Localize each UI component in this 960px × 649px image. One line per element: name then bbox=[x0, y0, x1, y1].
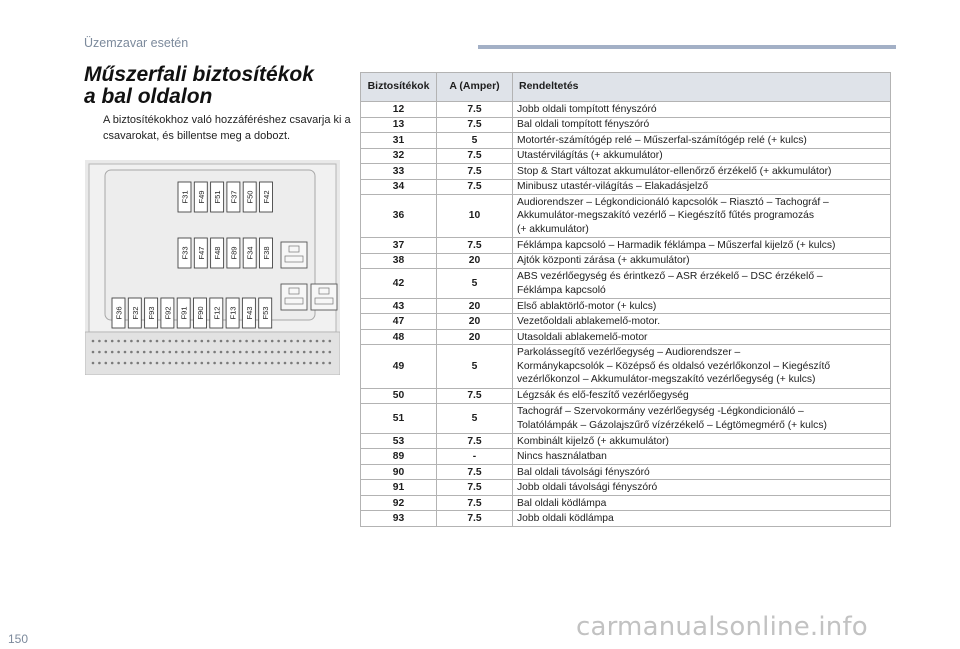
connector-pin bbox=[92, 340, 95, 343]
connector-pin bbox=[162, 340, 165, 343]
ampere-cell: 10 bbox=[437, 195, 513, 238]
connector-pin bbox=[130, 362, 133, 365]
fuse-number-cell: 34 bbox=[361, 179, 437, 195]
fuse-slot bbox=[260, 238, 273, 268]
table-row bbox=[361, 314, 891, 330]
fuse-number-cell: 50 bbox=[361, 388, 437, 404]
ampere-cell: 5 bbox=[437, 269, 513, 299]
purpose-line: Parkolássegítő vezérlőegység – Audiorendszer – bbox=[517, 347, 741, 359]
connector-pin bbox=[92, 351, 95, 354]
ampere-cell: 7.5 bbox=[437, 464, 513, 480]
purpose-cell bbox=[513, 329, 891, 345]
purpose-line: Nincs használatban bbox=[517, 451, 607, 463]
connector-pin bbox=[117, 340, 120, 343]
fuse-slot bbox=[242, 298, 255, 328]
fuse-number-cell: 38 bbox=[361, 253, 437, 269]
fuse-number-cell: 93 bbox=[361, 511, 437, 527]
purpose-cell bbox=[513, 102, 891, 118]
purpose-line: Jobb oldali ködlámpa bbox=[517, 513, 614, 525]
connector-pin bbox=[252, 351, 255, 354]
connector-pin bbox=[265, 351, 268, 354]
connector-pin bbox=[303, 362, 306, 365]
table-row bbox=[361, 269, 891, 299]
ampere-cell: 5 bbox=[437, 133, 513, 149]
fusebox-diagram bbox=[85, 160, 340, 375]
connector-pin bbox=[175, 351, 178, 354]
purpose-cell bbox=[513, 388, 891, 404]
connector-pin bbox=[220, 362, 223, 365]
purpose-line: Jobb oldali tompított fényszóró bbox=[517, 103, 657, 115]
purpose-cell bbox=[513, 179, 891, 195]
purpose-line: Jobb oldali távolsági fényszóró bbox=[517, 482, 658, 494]
connector-pin bbox=[98, 351, 101, 354]
fuse-number-cell: 12 bbox=[361, 102, 437, 118]
connector-pin bbox=[322, 340, 325, 343]
connector-pin bbox=[322, 351, 325, 354]
purpose-line: Utasoldali ablakemelő-motor bbox=[517, 331, 648, 343]
table-row bbox=[361, 433, 891, 449]
connector-pin bbox=[290, 362, 293, 365]
purpose-cell bbox=[513, 253, 891, 269]
fuse-label: F36 bbox=[114, 306, 124, 320]
fuse-number-cell: 31 bbox=[361, 133, 437, 149]
ampere-cell: 7.5 bbox=[437, 511, 513, 527]
connector-pin bbox=[245, 340, 248, 343]
instruction-text: A biztosítékokhoz való hozzáféréshez csavarja ki a csavarokat, és billentse meg a dobozt. bbox=[103, 114, 351, 142]
connector-pin bbox=[271, 340, 274, 343]
fuse-number-cell: 51 bbox=[361, 404, 437, 434]
connector-pin bbox=[162, 351, 165, 354]
connector-pin bbox=[258, 351, 261, 354]
purpose-line: Légzsák és elő-feszítő vezérlőegység bbox=[517, 390, 689, 402]
fuse-slot bbox=[243, 182, 256, 212]
connector-pin bbox=[181, 362, 184, 365]
connector-pin bbox=[169, 362, 172, 365]
fuse-slot bbox=[260, 182, 273, 212]
connector-pin bbox=[149, 362, 152, 365]
fuse-slot bbox=[161, 298, 174, 328]
connector-pin bbox=[169, 340, 172, 343]
column-header-ampere: A (Amper) bbox=[437, 73, 513, 102]
ampere-cell: 20 bbox=[437, 314, 513, 330]
connector-pin bbox=[98, 340, 101, 343]
connector-pin bbox=[316, 351, 319, 354]
ampere-cell: 7.5 bbox=[437, 480, 513, 496]
connector-pin bbox=[201, 340, 204, 343]
connector-pin bbox=[309, 351, 312, 354]
connector-pin bbox=[213, 340, 216, 343]
purpose-line: Bal oldali távolsági fényszóró bbox=[517, 466, 650, 478]
purpose-cell bbox=[513, 433, 891, 449]
purpose-line: Ajtók központi zárása (+ akkumulátor) bbox=[517, 255, 690, 267]
fuse-number-cell: 53 bbox=[361, 433, 437, 449]
connector-pin bbox=[181, 351, 184, 354]
purpose-cell bbox=[513, 148, 891, 164]
connector-pin bbox=[117, 362, 120, 365]
fuse-slot bbox=[112, 298, 125, 328]
table-row bbox=[361, 404, 891, 434]
fuse-label: F13 bbox=[228, 306, 238, 320]
purpose-line: Kormánykapcsolók – Középső és oldalsó vezérlőkonzol – Kiegészítő bbox=[517, 360, 831, 372]
fuse-label: F92 bbox=[163, 306, 173, 320]
table-row bbox=[361, 345, 891, 388]
fuse-slot bbox=[211, 182, 224, 212]
table-row bbox=[361, 480, 891, 496]
fuse-label: F32 bbox=[130, 306, 140, 320]
connector-pin bbox=[226, 340, 229, 343]
purpose-cell bbox=[513, 117, 891, 133]
page-header-title: Üzemzavar esetén bbox=[84, 36, 189, 50]
fuse-label: F89 bbox=[229, 246, 239, 260]
connector-pin bbox=[149, 351, 152, 354]
connector-pin bbox=[137, 340, 140, 343]
fuse-table-header-row bbox=[361, 73, 891, 102]
ampere-cell: 7.5 bbox=[437, 179, 513, 195]
purpose-line: Tolatólámpák – Gázolajszűrő vízérzékelő – Légtömegmérő (+ kulcs) bbox=[517, 419, 827, 431]
fuse-number-cell: 36 bbox=[361, 195, 437, 238]
connector-pin bbox=[316, 340, 319, 343]
connector-pin bbox=[207, 340, 210, 343]
connector-pin bbox=[265, 362, 268, 365]
connector-pin bbox=[277, 351, 280, 354]
purpose-cell bbox=[513, 314, 891, 330]
fuse-number-cell: 13 bbox=[361, 117, 437, 133]
connector-pin bbox=[239, 340, 242, 343]
connector-pin bbox=[329, 362, 332, 365]
fuse-slot bbox=[210, 298, 223, 328]
fuse-label: F51 bbox=[213, 190, 223, 204]
table-row bbox=[361, 133, 891, 149]
watermark-text: carmanualsonline.info bbox=[576, 612, 868, 642]
connector-pin bbox=[124, 362, 127, 365]
fuse-number-cell: 89 bbox=[361, 449, 437, 465]
connector-pin bbox=[252, 340, 255, 343]
connector-pin bbox=[137, 351, 140, 354]
connector-pin bbox=[252, 362, 255, 365]
fuse-slot bbox=[194, 298, 207, 328]
ampere-cell: 20 bbox=[437, 329, 513, 345]
connector-pin bbox=[258, 362, 261, 365]
fuse-label: F42 bbox=[262, 190, 271, 204]
connector-pin bbox=[316, 362, 319, 365]
purpose-line: Bal oldali tompított fényszóró bbox=[517, 119, 650, 131]
fuse-label: F49 bbox=[196, 190, 206, 204]
connector-pin bbox=[322, 362, 325, 365]
purpose-cell bbox=[513, 404, 891, 434]
fuse-slot bbox=[178, 182, 191, 212]
connector-pin bbox=[143, 340, 146, 343]
connector-pin bbox=[124, 351, 127, 354]
connector-pin bbox=[175, 340, 178, 343]
ampere-cell: 7.5 bbox=[437, 148, 513, 164]
connector-pin bbox=[130, 351, 133, 354]
fuse-label: F31 bbox=[180, 190, 190, 204]
column-header-fuses: Biztosítékok bbox=[361, 73, 437, 102]
purpose-cell bbox=[513, 133, 891, 149]
fuse-number-cell: 42 bbox=[361, 269, 437, 299]
fuse-label: F50 bbox=[245, 190, 255, 204]
purpose-line: Utastérvilágítás (+ akkumulátor) bbox=[517, 150, 663, 162]
connector-pin bbox=[284, 340, 287, 343]
connector-pin bbox=[181, 340, 184, 343]
connector-pin bbox=[284, 362, 287, 365]
connector-pin bbox=[105, 340, 108, 343]
ampere-cell: 7.5 bbox=[437, 388, 513, 404]
connector-pin bbox=[149, 340, 152, 343]
fuse-slot bbox=[128, 298, 141, 328]
purpose-line: Stop & Start változat akkumulátor-ellenőrző érzékelő (+ akkumulátor) bbox=[517, 165, 832, 177]
connector-pin bbox=[111, 362, 114, 365]
relay-socket bbox=[311, 284, 337, 310]
fuse-number-cell: 91 bbox=[361, 480, 437, 496]
connector-pin bbox=[303, 351, 306, 354]
connector-pin bbox=[105, 351, 108, 354]
connector-pin bbox=[290, 340, 293, 343]
table-row bbox=[361, 164, 891, 180]
section-title-line1: Műszerfali biztosítékok bbox=[84, 63, 314, 86]
connector-pin bbox=[271, 362, 274, 365]
fuse-slot bbox=[259, 298, 272, 328]
connector-pin bbox=[130, 340, 133, 343]
fuse-number-cell: 37 bbox=[361, 238, 437, 254]
fuse-label: F12 bbox=[212, 306, 222, 320]
connector-pin bbox=[194, 340, 197, 343]
connector-pin bbox=[233, 351, 236, 354]
connector-pin bbox=[297, 340, 300, 343]
connector-pin bbox=[162, 362, 165, 365]
connector-pin bbox=[98, 362, 101, 365]
table-row bbox=[361, 298, 891, 314]
ampere-cell: 7.5 bbox=[437, 495, 513, 511]
connector-pin bbox=[239, 362, 242, 365]
table-row bbox=[361, 253, 891, 269]
connector-pin bbox=[309, 340, 312, 343]
ampere-cell: 20 bbox=[437, 253, 513, 269]
fuse-slot bbox=[194, 182, 207, 212]
fuse-label: F34 bbox=[245, 246, 255, 260]
connector-pin bbox=[213, 351, 216, 354]
fuse-slot bbox=[243, 238, 256, 268]
connector-pin bbox=[143, 351, 146, 354]
fuse-label: F48 bbox=[213, 246, 223, 260]
connector-pin bbox=[169, 351, 172, 354]
purpose-cell bbox=[513, 164, 891, 180]
fuse-slot bbox=[227, 238, 240, 268]
connector-pin bbox=[220, 351, 223, 354]
connector-pin bbox=[207, 351, 210, 354]
ampere-cell: 7.5 bbox=[437, 164, 513, 180]
section-title-line2: a bal oldalon bbox=[84, 85, 213, 108]
fuse-slot bbox=[194, 238, 207, 268]
table-row bbox=[361, 388, 891, 404]
fuse-number-cell: 92 bbox=[361, 495, 437, 511]
purpose-line: Audiorendszer – Légkondicionáló kapcsolók – Riasztó – Tachográf – bbox=[517, 196, 829, 208]
fuse-slot bbox=[226, 298, 239, 328]
purpose-cell bbox=[513, 238, 891, 254]
connector-pin bbox=[297, 362, 300, 365]
connector-pin bbox=[156, 362, 159, 365]
purpose-line: Minibusz utastér-világítás – Elakadásjelző bbox=[517, 181, 709, 193]
connector-pin bbox=[188, 351, 191, 354]
fuse-number-cell: 49 bbox=[361, 345, 437, 388]
purpose-cell bbox=[513, 495, 891, 511]
connector-pin bbox=[124, 340, 127, 343]
table-row bbox=[361, 511, 891, 527]
connector-pin bbox=[194, 362, 197, 365]
page-number: 150 bbox=[8, 632, 29, 646]
purpose-line: Kombinált kijelző (+ akkumulátor) bbox=[517, 435, 669, 447]
fuse-slot bbox=[178, 238, 191, 268]
fuse-label: F53 bbox=[261, 306, 271, 320]
ampere-cell: 7.5 bbox=[437, 433, 513, 449]
connector-pin bbox=[156, 351, 159, 354]
connector-pin bbox=[105, 362, 108, 365]
connector-pin bbox=[284, 351, 287, 354]
table-row bbox=[361, 195, 891, 238]
purpose-cell bbox=[513, 345, 891, 388]
purpose-line: Tachográf – Szervokormány vezérlőegység -Légkondicionáló – bbox=[517, 406, 804, 418]
connector-pin bbox=[201, 362, 204, 365]
purpose-cell bbox=[513, 195, 891, 238]
connector-pin bbox=[239, 351, 242, 354]
connector-pin bbox=[277, 362, 280, 365]
connector-pin bbox=[226, 362, 229, 365]
table-row bbox=[361, 238, 891, 254]
fuse-slot bbox=[177, 298, 190, 328]
fuse-label: F37 bbox=[229, 190, 239, 204]
fuse-label: F93 bbox=[147, 306, 157, 320]
fuse-label: F90 bbox=[196, 306, 205, 320]
ampere-cell: 20 bbox=[437, 298, 513, 314]
purpose-cell bbox=[513, 511, 891, 527]
table-row bbox=[361, 117, 891, 133]
connector-pin bbox=[220, 340, 223, 343]
connector-pin bbox=[271, 351, 274, 354]
fuse-number-cell: 90 bbox=[361, 464, 437, 480]
connector-pin bbox=[175, 362, 178, 365]
table-row bbox=[361, 179, 891, 195]
fuse-number-cell: 33 bbox=[361, 164, 437, 180]
connector-pin bbox=[207, 362, 210, 365]
purpose-cell bbox=[513, 298, 891, 314]
connector-pin bbox=[233, 340, 236, 343]
fuse-number-cell: 32 bbox=[361, 148, 437, 164]
relay-socket bbox=[281, 284, 307, 310]
connector-pin bbox=[143, 362, 146, 365]
header-divider-bar bbox=[478, 45, 896, 49]
connector-pin bbox=[137, 362, 140, 365]
purpose-line: vezérlőkonzol – Akkumulátor-megszakító vezérlőegység (+ kulcs) bbox=[517, 374, 816, 386]
fuse-label: F38 bbox=[262, 246, 271, 260]
purpose-cell bbox=[513, 449, 891, 465]
column-header-purpose: Rendeltetés bbox=[513, 73, 891, 102]
connector-pin bbox=[329, 340, 332, 343]
purpose-line: Vezetőoldali ablakemelő-motor. bbox=[517, 316, 661, 328]
connector-pin bbox=[233, 362, 236, 365]
connector-pin bbox=[297, 351, 300, 354]
connector-pin bbox=[117, 351, 120, 354]
relay-socket bbox=[281, 242, 307, 268]
table-row bbox=[361, 102, 891, 118]
connector-pin bbox=[92, 362, 95, 365]
connector-pin bbox=[194, 351, 197, 354]
purpose-line: Féklámpa kapcsoló bbox=[517, 284, 606, 296]
ampere-cell: - bbox=[437, 449, 513, 465]
ampere-cell: 5 bbox=[437, 404, 513, 434]
fuse-number-cell: 47 bbox=[361, 314, 437, 330]
connector-pin bbox=[277, 340, 280, 343]
fuse-label: F33 bbox=[180, 246, 190, 260]
fuse-label: F43 bbox=[244, 306, 254, 320]
fuse-label: F47 bbox=[196, 246, 206, 260]
purpose-line: ABS vezérlőegység és érintkező – ASR érzékelő – DSC érzékelő – bbox=[517, 271, 823, 283]
fuse-slot bbox=[211, 238, 224, 268]
connector-pin bbox=[111, 351, 114, 354]
fuse-number-cell: 48 bbox=[361, 329, 437, 345]
fuse-table bbox=[360, 72, 891, 527]
purpose-line: Féklámpa kapcsoló – Harmadik féklámpa – Műszerfal kijelző (+ kulcs) bbox=[517, 239, 836, 251]
purpose-cell bbox=[513, 269, 891, 299]
fuse-slot bbox=[227, 182, 240, 212]
connector-pin bbox=[226, 351, 229, 354]
connector-pin bbox=[245, 362, 248, 365]
purpose-cell bbox=[513, 464, 891, 480]
fuse-table-body bbox=[361, 102, 891, 527]
connector-pin bbox=[309, 362, 312, 365]
connector-pin bbox=[188, 362, 191, 365]
ampere-cell: 5 bbox=[437, 345, 513, 388]
purpose-line: Motortér-számítógép relé – Műszerfal-számítógép relé (+ kulcs) bbox=[517, 134, 807, 146]
table-row bbox=[361, 495, 891, 511]
table-row bbox=[361, 329, 891, 345]
ampere-cell: 7.5 bbox=[437, 117, 513, 133]
fuse-label: F91 bbox=[179, 306, 189, 320]
purpose-line: Bal oldali ködlámpa bbox=[517, 497, 607, 509]
connector-pin bbox=[156, 340, 159, 343]
table-row bbox=[361, 148, 891, 164]
connector-pin bbox=[245, 351, 248, 354]
ampere-cell: 7.5 bbox=[437, 238, 513, 254]
purpose-line: (+ akkumulátor) bbox=[517, 223, 589, 235]
purpose-cell bbox=[513, 480, 891, 496]
connector-pin bbox=[329, 351, 332, 354]
purpose-line: Akkumulátor-megszakító vezérlő – Kiegészítő fűtés programozás bbox=[517, 210, 815, 222]
fuse-number-cell: 43 bbox=[361, 298, 437, 314]
table-row bbox=[361, 464, 891, 480]
connector-pin bbox=[111, 340, 114, 343]
ampere-cell: 7.5 bbox=[437, 102, 513, 118]
connector-pin bbox=[201, 351, 204, 354]
connector-pin bbox=[265, 340, 268, 343]
table-row bbox=[361, 449, 891, 465]
section-title bbox=[84, 64, 314, 108]
purpose-line: Első ablaktörlő-motor (+ kulcs) bbox=[517, 300, 657, 312]
fuse-slot bbox=[145, 298, 158, 328]
connector-pin bbox=[188, 340, 191, 343]
connector-pin bbox=[290, 351, 293, 354]
connector-pin bbox=[258, 340, 261, 343]
connector-pin bbox=[213, 362, 216, 365]
connector-pin bbox=[303, 340, 306, 343]
